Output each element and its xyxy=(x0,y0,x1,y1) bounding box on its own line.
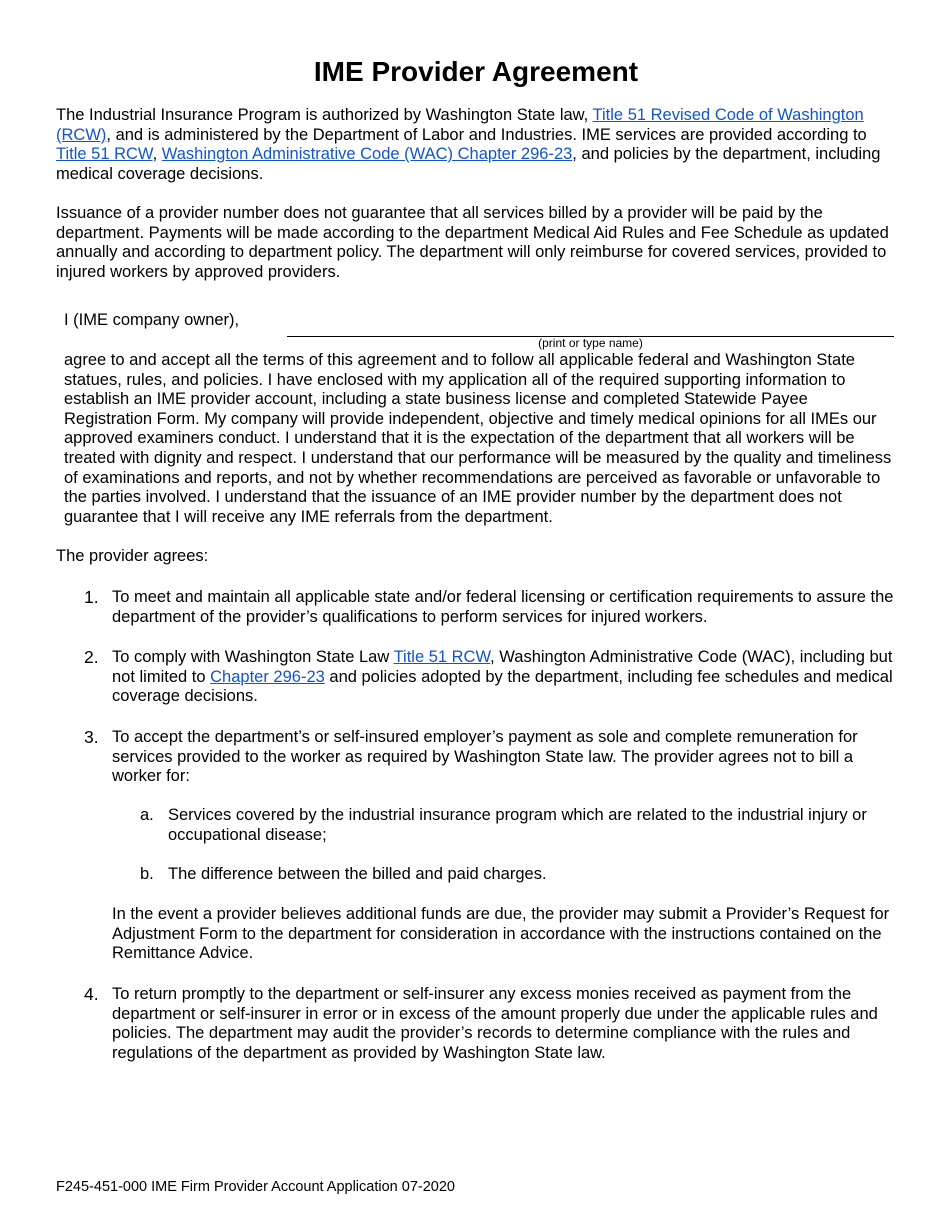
subitem-text-a: Services covered by the industrial insurance program which are related to the industrial injury or occupational disease; xyxy=(168,806,867,844)
owner-statement: agree to and accept all the terms of this agreement and to follow all applicable federal and Washington State statues, rules, and policies. I have enclosed with my application all of the required supporting information to establish an IME provider account, including a state business license and completed Statewide Payee Registration Form. My company will provide independent, objective and timely medical opinions for all IMEs our approved examiners conduct. I understand that it is the expectation of the department that all workers will be treated with dignity and respect. I understand that our performance will be measured by the quality and timeliness of examinations and reports, and not by whether recommendations are perceived as favorable or unfavorable to the parties involved. I understand that the issuance of an IME provider number by the department does not guarantee that I will receive any IME referrals from the department. xyxy=(64,351,892,526)
owner-name-caption: (print or type name) xyxy=(538,336,643,350)
form-footer: F245-451-000 IME Firm Provider Account Application 07-2020 xyxy=(56,1179,455,1195)
link-title-51-rcw[interactable]: Title 51 RCW xyxy=(56,145,153,164)
page-title: IME Provider Agreement xyxy=(313,56,639,87)
link-wac-296-23[interactable]: Washington Administrative Code (WAC) Chapter 296-23 xyxy=(161,145,573,164)
item-3-note: In the event a provider believes additional funds are due, the provider may submit a Provider’s Request for Adjustment Form to the department for consideration in accordance with the instructions contained on the Remittance Advice. xyxy=(112,905,890,963)
item-number-4: 4. xyxy=(84,984,99,1004)
item-2-text: , Washington Administrative Code (WAC), including but not limited to xyxy=(112,648,893,686)
item-text-2 xyxy=(112,648,896,707)
intro-text: , xyxy=(152,145,162,164)
subitem-letter-b: b. xyxy=(140,865,154,883)
item-number-3: 3. xyxy=(84,727,99,747)
intro-paragraph-payment: Issuance of a provider number does not guarantee that all services billed by a provider will be paid by the department. Payments will be made according to the department Medical Aid Rules and Fee Schedule as updated annually and according to department policy. The department will only reimburse for covered services, provided to injured workers by approved providers. xyxy=(56,204,889,281)
item-text-1: To meet and maintain all applicable state and/or federal licensing or certification requirements to assure the department of the provider’s qualifications to perform services for injured workers. xyxy=(112,588,894,626)
intro-text: , and policies by the department, including medical coverage decisions. xyxy=(56,145,881,183)
provider-agrees-heading: The provider agrees: xyxy=(56,547,209,565)
intro-paragraph-authority xyxy=(56,106,896,184)
link-title-51-rcw-item[interactable]: Title 51 RCW xyxy=(393,648,491,666)
intro-text: , and is administered by the Department of Labor and Industries. IME services are provided according to xyxy=(106,125,867,144)
item-number-1: 1. xyxy=(84,587,99,607)
subitem-text-b: The difference between the billed and paid charges. xyxy=(168,865,547,883)
intro-text: The Industrial Insurance Program is authorized by Washington State law, xyxy=(56,106,593,124)
owner-label: I (IME company owner), xyxy=(64,311,240,329)
link-title-51-rcw-full[interactable]: Title 51 Revised Code of Washington (RCW) xyxy=(56,106,864,144)
subitem-letter-a: a. xyxy=(140,806,154,824)
item-text-3: To accept the department’s or self-insured employer’s payment as sole and complete remuneration for services provided to the worker as required by Washington State law. The provider agrees not to bill a worker for: xyxy=(112,728,858,786)
link-chapter-296-23[interactable]: Chapter 296-23 xyxy=(210,667,325,686)
item-2-text: To comply with Washington State Law xyxy=(112,648,394,666)
item-text-4: To return promptly to the department or self-insurer any excess monies received as payment from the department or self-insurer in error or in excess of the amount properly due under the applicable rules and policies. The department may audit the provider’s records to determine compliance with the rules and regulations of the department as provided by Washington State law. xyxy=(112,985,878,1062)
item-number-2: 2. xyxy=(84,647,99,667)
item-2-text: and policies adopted by the department, including fee schedules and medical coverage decisions. xyxy=(112,667,893,706)
